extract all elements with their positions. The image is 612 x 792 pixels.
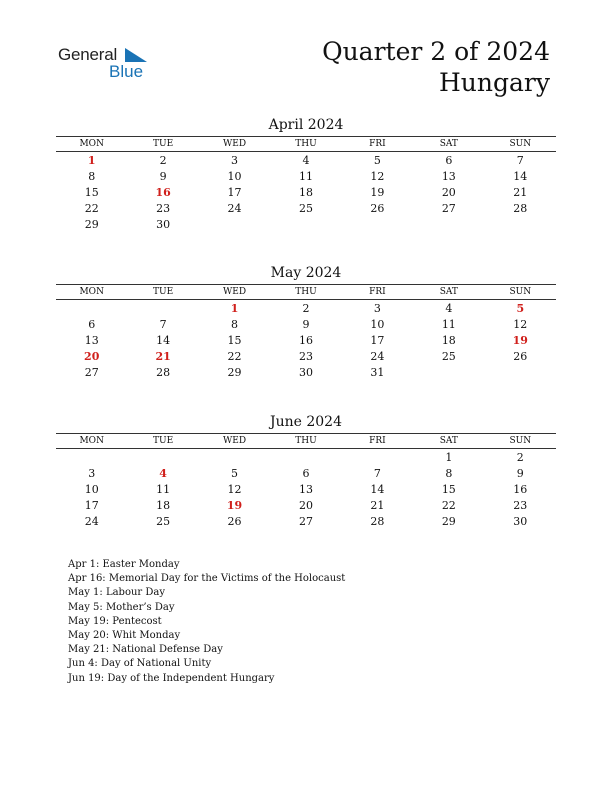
day-cell <box>270 449 341 466</box>
day-cell <box>199 216 270 232</box>
weekday-label: TUE <box>127 285 198 300</box>
day-cell: 2 <box>159 153 167 167</box>
calendar-grid <box>56 433 556 529</box>
week-row <box>56 200 556 216</box>
day-cell: 26 <box>370 201 385 215</box>
month-april <box>56 116 556 232</box>
weekday-label: THU <box>270 434 341 449</box>
calendar-grid <box>56 284 556 380</box>
day-cell: 24 <box>227 201 242 215</box>
day-cell: 12 <box>227 482 242 496</box>
weekday-label: WED <box>199 285 270 300</box>
day-cell: 23 <box>513 498 528 512</box>
day-cell: 11 <box>156 482 171 496</box>
weekday-label: FRI <box>342 434 413 449</box>
day-cell: 9 <box>516 466 524 480</box>
day-cell: 18 <box>298 185 313 199</box>
holiday-item: Jun 4: Day of National Unity <box>68 658 212 670</box>
day-cell: 12 <box>370 169 385 183</box>
week-row <box>56 316 556 332</box>
weekday-label: FRI <box>342 137 413 152</box>
day-cell <box>485 364 556 380</box>
day-cell: 6 <box>88 317 96 331</box>
weekday-header-row <box>56 285 556 300</box>
weekday-label: SUN <box>485 285 556 300</box>
page-title: Quarter 2 of 2024 <box>322 37 550 66</box>
day-cell: 11 <box>298 169 313 183</box>
day-cell: 22 <box>84 201 99 215</box>
day-cell: 5 <box>373 153 381 167</box>
day-cell: 16 <box>298 333 313 347</box>
day-cell <box>413 216 484 232</box>
weekday-label: SAT <box>413 137 484 152</box>
generalblue-logo <box>58 42 158 82</box>
weekday-label: FRI <box>342 285 413 300</box>
weekday-label: THU <box>270 137 341 152</box>
week-row <box>56 513 556 529</box>
day-cell: 23 <box>156 201 171 215</box>
day-cell <box>413 364 484 380</box>
weekday-label: MON <box>56 434 127 449</box>
day-cell: 7 <box>373 466 381 480</box>
week-row <box>56 348 556 364</box>
day-cell: 8 <box>231 317 239 331</box>
week-row <box>56 152 556 169</box>
holiday-item: Apr 16: Memorial Day for the Victims of the Holocaust <box>68 573 346 585</box>
day-cell: 30 <box>513 514 528 528</box>
day-cell: 6 <box>445 153 453 167</box>
holiday-day-cell: 5 <box>516 301 525 315</box>
day-cell: 18 <box>441 333 456 347</box>
day-cell: 24 <box>370 349 385 363</box>
day-cell: 11 <box>441 317 456 331</box>
day-cell: 17 <box>227 185 242 199</box>
day-cell: 1 <box>445 450 453 464</box>
day-cell: 29 <box>84 217 99 231</box>
month-title: April 2024 <box>268 117 344 133</box>
day-cell: 18 <box>156 498 171 512</box>
day-cell: 10 <box>84 482 99 496</box>
week-row <box>56 332 556 348</box>
holiday-item: May 20: Whit Monday <box>68 630 181 642</box>
month-may <box>56 264 556 380</box>
day-cell: 28 <box>513 201 528 215</box>
day-cell: 27 <box>298 514 313 528</box>
weekday-header-row <box>56 434 556 449</box>
weekday-label: SUN <box>485 434 556 449</box>
day-cell: 30 <box>156 217 171 231</box>
day-cell: 19 <box>370 185 385 199</box>
day-cell: 13 <box>84 333 99 347</box>
holiday-day-cell: 19 <box>226 498 243 512</box>
logo-text-blue: Blue <box>109 62 144 81</box>
day-cell <box>342 449 413 466</box>
holiday-item: Apr 1: Easter Monday <box>68 559 180 570</box>
day-cell <box>56 449 127 466</box>
holiday-day-cell: 21 <box>155 349 171 363</box>
day-cell: 7 <box>516 153 524 167</box>
day-cell: 5 <box>231 466 239 480</box>
weekday-header-row <box>56 137 556 152</box>
holiday-item: Jun 19: Day of the Independent Hungary <box>68 672 275 684</box>
day-cell: 20 <box>298 498 313 512</box>
day-cell: 28 <box>156 365 171 379</box>
week-row <box>56 497 556 513</box>
day-cell <box>485 216 556 232</box>
weekday-label: MON <box>56 137 127 152</box>
holiday-item: May 1: Labour Day <box>68 587 165 599</box>
holiday-day-cell: 16 <box>155 185 171 199</box>
day-cell: 29 <box>227 365 242 379</box>
day-cell: 7 <box>159 317 167 331</box>
day-cell: 29 <box>441 514 456 528</box>
weekday-label: SAT <box>413 434 484 449</box>
day-cell: 24 <box>84 514 99 528</box>
week-row <box>56 465 556 481</box>
weekday-label: WED <box>199 434 270 449</box>
day-cell: 10 <box>227 169 242 183</box>
day-cell: 25 <box>156 514 171 528</box>
week-row <box>56 481 556 497</box>
day-cell: 13 <box>441 169 456 183</box>
day-cell: 8 <box>445 466 453 480</box>
weekday-label: THU <box>270 285 341 300</box>
day-cell: 3 <box>88 466 96 480</box>
day-cell: 15 <box>84 185 99 199</box>
holiday-item: May 21: National Defense Day <box>68 644 223 656</box>
month-title: June 2024 <box>269 414 342 430</box>
day-cell: 17 <box>370 333 385 347</box>
day-cell: 8 <box>88 169 96 183</box>
day-cell: 20 <box>441 185 456 199</box>
day-cell: 15 <box>441 482 456 496</box>
holiday-day-cell: 20 <box>84 349 100 363</box>
holiday-day-cell: 1 <box>87 153 96 167</box>
day-cell <box>127 300 198 317</box>
day-cell <box>199 449 270 466</box>
week-row <box>56 184 556 200</box>
day-cell: 14 <box>370 482 385 496</box>
holiday-list <box>68 558 345 686</box>
day-cell: 21 <box>513 185 528 199</box>
weekday-label: TUE <box>127 434 198 449</box>
day-cell: 2 <box>516 450 524 464</box>
day-cell: 6 <box>302 466 310 480</box>
day-cell: 9 <box>159 169 167 183</box>
day-cell: 2 <box>302 301 310 315</box>
day-cell: 12 <box>513 317 528 331</box>
day-cell: 31 <box>370 365 385 379</box>
day-cell: 23 <box>298 349 313 363</box>
day-cell: 10 <box>370 317 385 331</box>
month-june <box>56 413 556 529</box>
month-title: May 2024 <box>270 265 342 281</box>
calendar-grid <box>56 136 556 232</box>
week-row <box>56 300 556 317</box>
weekday-label: SUN <box>485 137 556 152</box>
week-row <box>56 168 556 184</box>
day-cell: 3 <box>373 301 381 315</box>
holiday-item: May 19: Pentecost <box>68 615 162 627</box>
weekday-label: WED <box>199 137 270 152</box>
day-cell: 13 <box>298 482 313 496</box>
page-header <box>322 36 550 98</box>
weekday-label: TUE <box>127 137 198 152</box>
holiday-day-cell: 19 <box>512 333 528 347</box>
country-name: Hungary <box>439 68 550 97</box>
day-cell: 3 <box>231 153 239 167</box>
weekday-label: MON <box>56 285 127 300</box>
week-row <box>56 449 556 466</box>
week-row <box>56 216 556 232</box>
day-cell: 21 <box>370 498 385 512</box>
day-cell: 14 <box>156 333 171 347</box>
logo-text-general: General <box>58 45 118 64</box>
day-cell: 15 <box>227 333 242 347</box>
day-cell <box>342 216 413 232</box>
day-cell: 30 <box>298 365 313 379</box>
day-cell <box>56 300 127 317</box>
day-cell <box>270 216 341 232</box>
day-cell: 17 <box>84 498 99 512</box>
holiday-item: May 5: Mother’s Day <box>68 601 175 613</box>
day-cell: 16 <box>513 482 528 496</box>
holiday-day-cell: 4 <box>159 466 167 480</box>
day-cell: 22 <box>441 498 456 512</box>
day-cell: 9 <box>302 317 310 331</box>
week-row <box>56 364 556 380</box>
day-cell: 26 <box>227 514 242 528</box>
day-cell: 26 <box>513 349 528 363</box>
day-cell <box>127 449 198 466</box>
day-cell: 25 <box>441 349 456 363</box>
day-cell: 22 <box>227 349 242 363</box>
day-cell: 27 <box>441 201 456 215</box>
weekday-label: SAT <box>413 285 484 300</box>
day-cell: 14 <box>513 169 528 183</box>
day-cell: 25 <box>298 201 313 215</box>
day-cell: 4 <box>302 153 310 167</box>
day-cell: 27 <box>84 365 99 379</box>
day-cell: 28 <box>370 514 385 528</box>
day-cell: 4 <box>445 301 453 315</box>
holiday-day-cell: 1 <box>230 301 239 315</box>
